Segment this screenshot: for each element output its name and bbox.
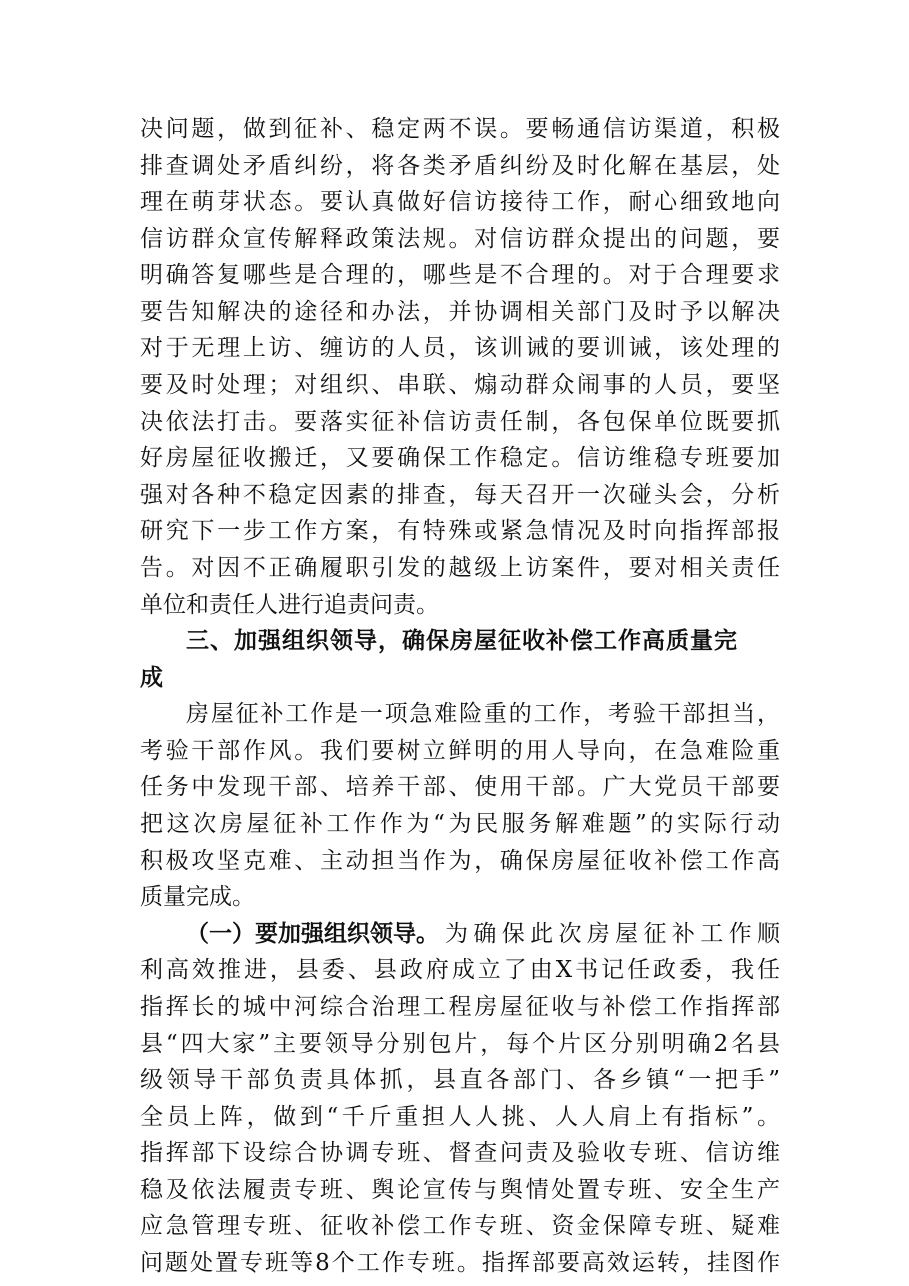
- body-line: 利高效推进，县委、县政府成立了由X书记任政委，我任: [140, 957, 780, 983]
- body-line: 理在萌芽状态。要认真做好信访接待工作，耐心细致地向: [140, 189, 780, 215]
- body-line: 县“四大家”主要领导分别包片，每个片区分别明确2名县: [140, 1031, 780, 1057]
- body-line: 排查调处矛盾纠纷，将各类矛盾纠纷及时化解在基层，处: [140, 153, 780, 179]
- body-line: 把这次房屋征补工作作为“为民服务解难题”的实际行动: [140, 811, 780, 837]
- body-line: 问题处置专班等8个工作专班。指挥部要高效运转，挂图作: [140, 1250, 780, 1276]
- section-heading: 三、加强组织领导，确保房屋征收补偿工作高质量完: [186, 628, 738, 654]
- body-line: 积极攻坚克难、主动担当作为，确保房屋征收补偿工作高: [140, 848, 780, 874]
- body-line: 要及时处理；对组织、串联、煽动群众闹事的人员，要坚: [140, 372, 780, 398]
- body-line: 决问题，做到征补、稳定两不误。要畅通信访渠道，积极: [140, 116, 780, 142]
- body-line: 质量完成。: [140, 884, 255, 910]
- body-line: 告。对因不正确履职引发的越级上访案件，要对相关责任: [140, 555, 780, 581]
- body-line: 全员上阵，做到“千斤重担人人挑、人人肩上有指标”。: [140, 1104, 780, 1130]
- body-line: 决依法打击。要落实征补信访责任制，各包保单位既要抓: [140, 409, 780, 435]
- body-line: 稳及依法履责专班、舆论宣传与舆情处置专班、安全生产: [140, 1177, 780, 1203]
- body-line: 指挥部下设综合协调专班、督查问责及验收专班、信访维: [140, 1140, 780, 1166]
- body-line: 研究下一步工作方案，有特殊或紧急情况及时向指挥部报: [140, 518, 780, 544]
- body-line: 信访群众宣传解释政策法规。对信访群众提出的问题，要: [140, 226, 780, 252]
- section-heading-cont: 成: [140, 665, 164, 691]
- body-line: 单位和责任人进行追责问责。: [140, 592, 439, 618]
- body-line: 对于无理上访、缠访的人员，该训诫的要训诫，该处理的: [140, 335, 780, 361]
- body-run: 为确保此次房屋征补工作顺: [445, 921, 780, 947]
- body-line: 明确答复哪些是合理的，哪些是不合理的。对于合理要求: [140, 262, 780, 288]
- body-line: 房屋征补工作是一项急难险重的工作，考验干部担当，: [186, 701, 780, 727]
- body-line: 要告知解决的途径和办法，并协调相关部门及时予以解决: [140, 299, 780, 325]
- body-line: 应急管理专班、征收补偿工作专班、资金保障专班、疑难: [140, 1213, 780, 1239]
- body-line: 好房屋征收搬迁，又要确保工作稳定。信访维稳专班要加: [140, 445, 780, 471]
- body-line: 考验干部作风。我们要树立鲜明的用人导向，在急难险重: [140, 738, 780, 764]
- body-line: 指挥长的城中河综合治理工程房屋征收与补偿工作指挥部: [140, 994, 780, 1020]
- body-line: 级领导干部负责具体抓，县直各部门、各乡镇“一把手”: [140, 1067, 780, 1093]
- para3-first-line: [186, 917, 780, 951]
- subheading-run: （一）要加强组织领导。: [186, 921, 439, 947]
- body-line: 任务中发现干部、培养干部、使用干部。广大党员干部要: [140, 774, 780, 800]
- body-line: 强对各种不稳定因素的排查，每天召开一次碰头会，分析: [140, 482, 780, 508]
